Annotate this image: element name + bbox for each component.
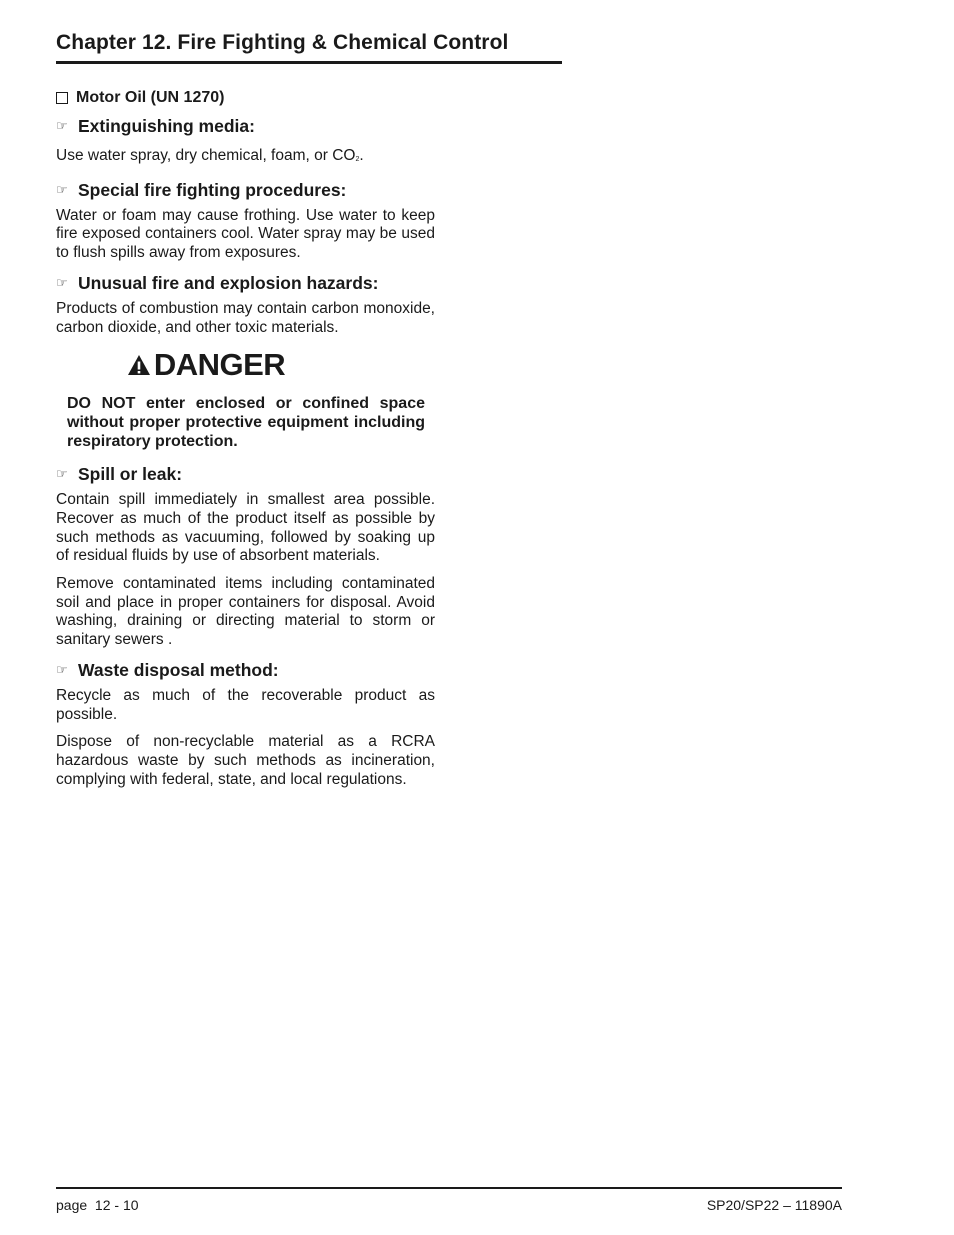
waste-text-1: Recycle as much of the recoverable product as possible. xyxy=(56,686,435,723)
section-heading-waste: ☞ Waste disposal method: xyxy=(56,659,279,680)
item-title xyxy=(56,89,435,107)
pointing-hand-icon: ☞ xyxy=(56,181,68,197)
page-footer xyxy=(56,1187,842,1213)
page-number: page 12 - 10 xyxy=(56,1197,139,1213)
special-text: Water or foam may cause frothing. Use water to keep fire exposed containers cool. Water spray may be used to flush spills away from exposures. xyxy=(56,206,435,262)
main-content xyxy=(56,89,435,798)
document-id: SP20/SP22 – 11890A xyxy=(706,1197,842,1213)
danger-notice xyxy=(67,346,425,451)
unusual-text: Products of combustion may contain carbon monoxide, carbon dioxide, and other toxic materials. xyxy=(56,299,435,336)
danger-label: DANGER xyxy=(153,347,286,383)
extinguishing-text: Use water spray, dry chemical, foam, or $CO_2$. xyxy=(56,147,364,164)
item-title-text: Motor Oil (UN 1270) xyxy=(76,89,225,106)
danger-heading xyxy=(0,346,425,384)
pointing-hand-icon: ☞ xyxy=(56,118,68,133)
danger-text: DO NOT enter enclosed or confined space without proper protective equipment including respiratory protection. xyxy=(67,395,425,451)
warning-triangle-icon xyxy=(127,354,151,376)
waste-text-2: Dispose of non-recyclable material as a RCRA hazardous waste by such methods as incineration, complying with federal, state, and local regulations. xyxy=(56,733,435,788)
checkbox-icon xyxy=(56,92,68,104)
page-header xyxy=(56,31,562,64)
pointing-hand-icon: ☞ xyxy=(56,274,68,290)
spill-text-1: Contain spill immediately in smallest area possible. Recover as much of the product itself as possible by such methods as vacuuming, followed by soaking up of residual fluids by use of absorbent materials. xyxy=(56,491,435,565)
section-heading-extinguishing: ☞ Extinguishing media: xyxy=(56,116,255,136)
section-heading-unusual: ☞ Unusual fire and explosion hazards: xyxy=(56,272,379,293)
pointing-hand-icon: ☞ xyxy=(56,466,68,482)
section-heading-special: ☞ Special fire fighting procedures: xyxy=(56,179,347,200)
spill-text-2: Remove contaminated items including contaminated soil and place in proper containers for disposal. Avoid washing, draining or directing material to storm or sanitary sewers . xyxy=(56,575,435,649)
chapter-title: Chapter 12. Fire Fighting & Chemical Control xyxy=(56,31,509,54)
pointing-hand-icon: ☞ xyxy=(56,661,68,677)
section-heading-spill: ☞ Spill or leak: xyxy=(56,464,183,485)
